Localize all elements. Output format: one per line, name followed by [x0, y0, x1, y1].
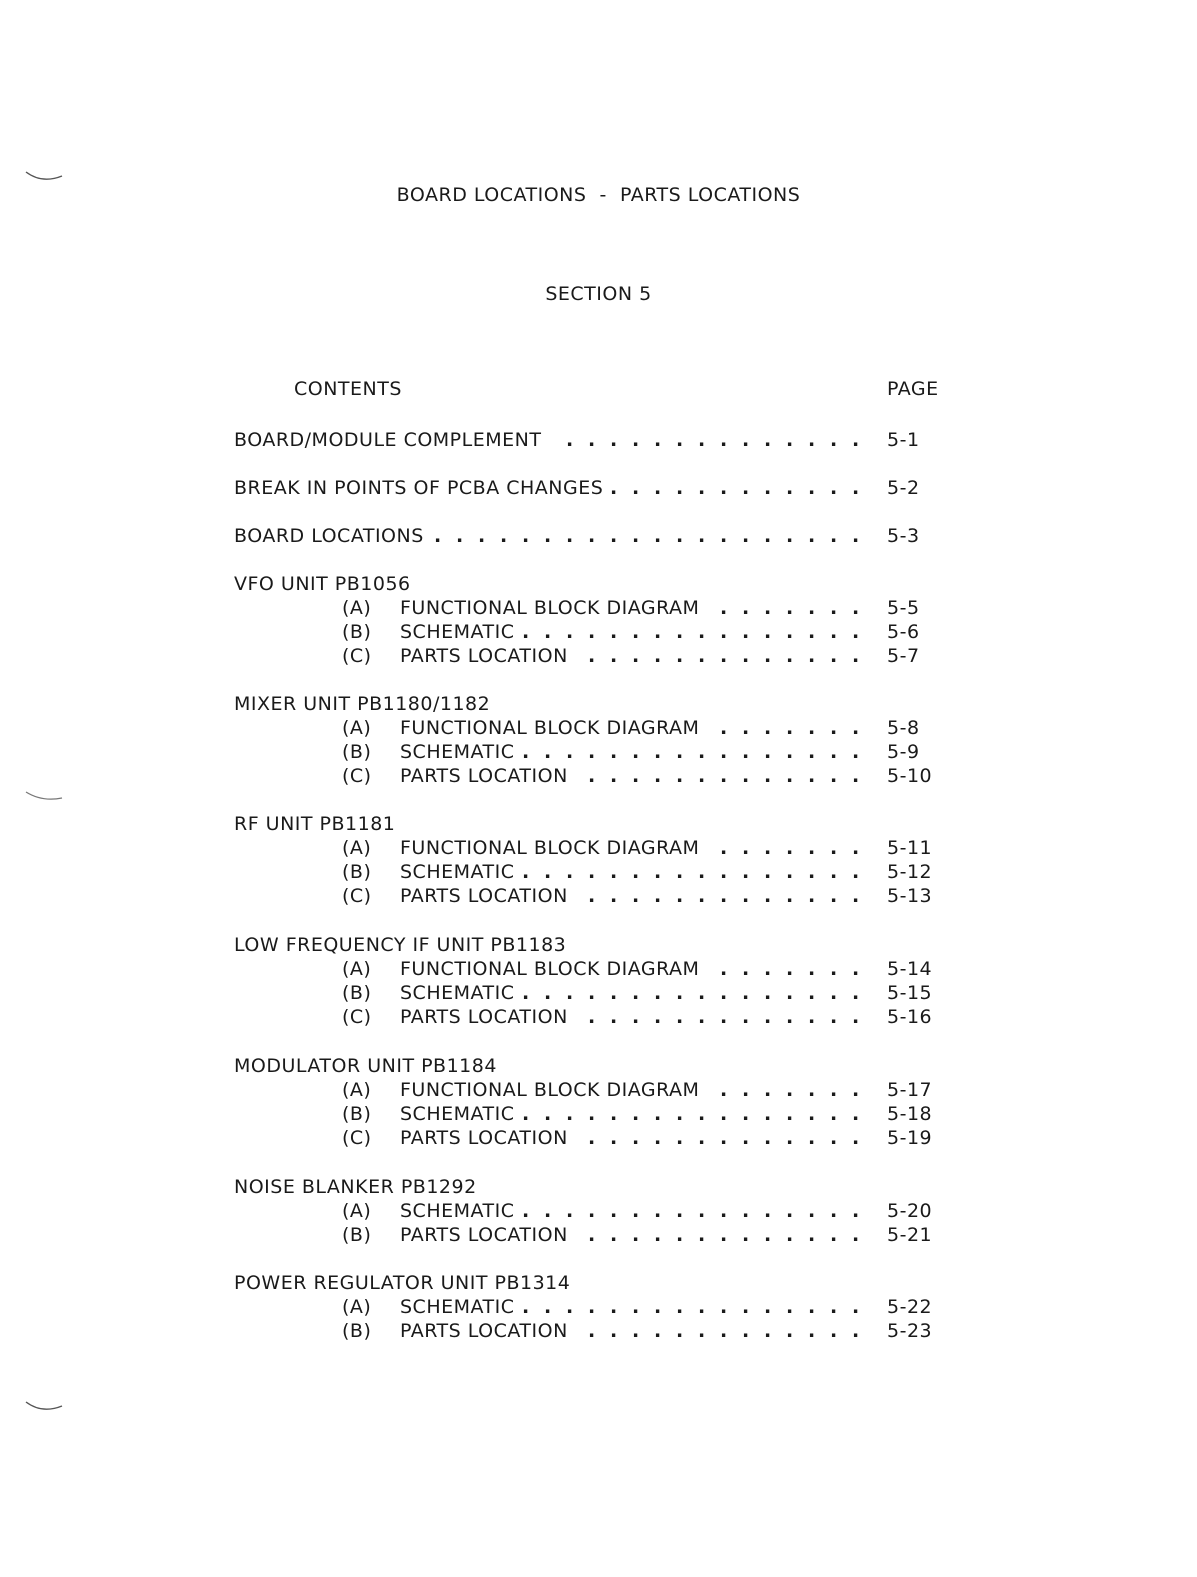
dot-leader: . . . . . . .: [720, 837, 860, 859]
toc-group-title: LOW FREQUENCY IF UNIT PB1183: [234, 934, 567, 956]
toc-entry: [0, 1078, 1197, 1102]
toc-entry-letter: (B): [342, 1320, 372, 1342]
toc-entry: [0, 476, 1197, 500]
toc-entry: [0, 981, 1197, 1005]
dot-leader: . . . . . . .: [720, 717, 860, 739]
dot-leader: . . . . . . . . . . . . . .: [566, 429, 860, 451]
toc-entry-letter: (A): [342, 837, 372, 859]
toc-entry: [0, 957, 1197, 981]
toc-entry-label: PARTS LOCATION: [400, 1127, 568, 1149]
toc-entry-label: BREAK IN POINTS OF PCBA CHANGES: [234, 477, 604, 499]
toc-entry: [0, 1223, 1197, 1247]
dot-leader: . . . . . . . . . . . . .: [588, 1127, 860, 1149]
toc-entry-letter: (A): [342, 1200, 372, 1222]
dot-leader: . . . . . . . . . . . .: [610, 477, 860, 499]
dot-leader: . . . . . . . . . . . . .: [588, 645, 860, 667]
toc-entry-page: 5-22: [887, 1296, 933, 1318]
toc-entry-page: 5-2: [887, 477, 920, 499]
toc-entry: [0, 1295, 1197, 1319]
toc-entry-label: PARTS LOCATION: [400, 1006, 568, 1028]
toc-group-title: RF UNIT PB1181: [234, 813, 396, 835]
toc-entry-label: PARTS LOCATION: [400, 1224, 568, 1246]
toc-entry-label: FUNCTIONAL BLOCK DIAGRAM: [400, 958, 700, 980]
toc-entry-label: FUNCTIONAL BLOCK DIAGRAM: [400, 717, 700, 739]
toc-entry-letter: (C): [342, 765, 372, 787]
toc-entry-label: FUNCTIONAL BLOCK DIAGRAM: [400, 1079, 700, 1101]
toc-entry: [0, 716, 1197, 740]
toc-entry-letter: (B): [342, 982, 372, 1004]
section-title: SECTION 5: [545, 283, 652, 305]
dot-leader: . . . . . . . . . . . . .: [588, 1224, 860, 1246]
toc-entry: [0, 644, 1197, 668]
dot-leader: . . . . . . . . . . . . .: [588, 765, 860, 787]
dot-leader: . . . . . . .: [720, 1079, 860, 1101]
toc-entry-letter: (C): [342, 1127, 372, 1149]
toc-entry-letter: (B): [342, 861, 372, 883]
toc-entry-letter: (C): [342, 1006, 372, 1028]
toc-entry-label: SCHEMATIC: [400, 1296, 515, 1318]
toc-entry: [0, 1005, 1197, 1029]
toc-entry: [0, 884, 1197, 908]
toc-entry-page: 5-5: [887, 597, 920, 619]
toc-entry-letter: (A): [342, 1296, 372, 1318]
toc-entry-page: 5-1: [887, 429, 920, 451]
page-title: BOARD LOCATIONS - PARTS LOCATIONS: [396, 184, 801, 206]
toc-entry-page: 5-14: [887, 958, 933, 980]
toc-entry: [0, 1126, 1197, 1150]
toc-entry-page: 5-8: [887, 717, 920, 739]
toc-entry: [0, 1199, 1197, 1223]
dot-leader: . . . . . . . . . . . . . . . .: [522, 1103, 860, 1125]
toc-entry-letter: (C): [342, 885, 372, 907]
toc-entry: [0, 1319, 1197, 1343]
toc-entry: [0, 740, 1197, 764]
toc-entry-label: PARTS LOCATION: [400, 645, 568, 667]
dot-leader: . . . . . . . . . . . . . . . .: [522, 621, 860, 643]
toc-entry-letter: (A): [342, 1079, 372, 1101]
toc-entry-page: 5-23: [887, 1320, 933, 1342]
toc-entry-label: SCHEMATIC: [400, 1103, 515, 1125]
toc-entry-label: FUNCTIONAL BLOCK DIAGRAM: [400, 837, 700, 859]
toc-entry-letter: (C): [342, 645, 372, 667]
toc-group-title: POWER REGULATOR UNIT PB1314: [234, 1272, 571, 1294]
toc-entry: [0, 620, 1197, 644]
toc-entry-letter: (B): [342, 741, 372, 763]
toc-entry-page: 5-13: [887, 885, 933, 907]
toc-entry-label: SCHEMATIC: [400, 982, 515, 1004]
dot-leader: . . . . . . .: [720, 597, 860, 619]
dot-leader: . . . . . . . . . . . . . . . . . . . .: [434, 525, 860, 547]
toc-entry-page: 5-7: [887, 645, 920, 667]
toc-entry-page: 5-21: [887, 1224, 933, 1246]
toc-entry-page: 5-3: [887, 525, 920, 547]
toc-entry-page: 5-12: [887, 861, 933, 883]
toc-entry: [0, 524, 1197, 548]
toc-entry-page: 5-6: [887, 621, 920, 643]
dot-leader: . . . . . . . . . . . . . . . .: [522, 1200, 860, 1222]
dot-leader: . . . . . . . . . . . . .: [588, 885, 860, 907]
toc-entry: [0, 836, 1197, 860]
toc-entry-page: 5-17: [887, 1079, 933, 1101]
toc-entry-letter: (A): [342, 597, 372, 619]
toc-group-title: MIXER UNIT PB1180/1182: [234, 693, 491, 715]
toc-entry-letter: (A): [342, 958, 372, 980]
toc-entry-page: 5-9: [887, 741, 920, 763]
toc-entry-page: 5-11: [887, 837, 933, 859]
toc-group-title: MODULATOR UNIT PB1184: [234, 1055, 497, 1077]
toc-entry-page: 5-20: [887, 1200, 933, 1222]
binding-mark-icon: [24, 790, 64, 804]
toc-entry-label: FUNCTIONAL BLOCK DIAGRAM: [400, 597, 700, 619]
toc-entry: [0, 764, 1197, 788]
toc-entry-page: 5-10: [887, 765, 933, 787]
toc-entry-label: BOARD LOCATIONS: [234, 525, 424, 547]
toc-entry-label: SCHEMATIC: [400, 621, 515, 643]
dot-leader: . . . . . . . . . . . . . . . .: [522, 1296, 860, 1318]
dot-leader: . . . . . . . . . . . . .: [588, 1320, 860, 1342]
toc-entry-label: SCHEMATIC: [400, 861, 515, 883]
toc-entry-label: PARTS LOCATION: [400, 885, 568, 907]
toc-entry-label: SCHEMATIC: [400, 1200, 515, 1222]
toc-entry: [0, 428, 1197, 452]
toc-entry-label: PARTS LOCATION: [400, 765, 568, 787]
toc-group-title: NOISE BLANKER PB1292: [234, 1176, 477, 1198]
dot-leader: . . . . . . . . . . . . . . . .: [522, 861, 860, 883]
toc-entry-label: BOARD/MODULE COMPLEMENT: [234, 429, 542, 451]
dot-leader: . . . . . . . . . . . . . . . .: [522, 982, 860, 1004]
toc-entry-label: PARTS LOCATION: [400, 1320, 568, 1342]
toc-entry: [0, 1102, 1197, 1126]
toc-entry-page: 5-18: [887, 1103, 933, 1125]
toc-group-title: VFO UNIT PB1056: [234, 573, 411, 595]
toc-entry-page: 5-19: [887, 1127, 933, 1149]
dot-leader: . . . . . . . . . . . . .: [588, 1006, 860, 1028]
dot-leader: . . . . . . . . . . . . . . . .: [522, 741, 860, 763]
toc-entry-letter: (B): [342, 1224, 372, 1246]
toc-entry-letter: (B): [342, 621, 372, 643]
toc-entry: [0, 596, 1197, 620]
toc-entry-label: SCHEMATIC: [400, 741, 515, 763]
binding-mark-icon: [24, 170, 64, 184]
page-column-header: PAGE: [887, 378, 939, 400]
toc-entry-letter: (A): [342, 717, 372, 739]
contents-column-header: CONTENTS: [294, 378, 402, 400]
toc-entry-page: 5-16: [887, 1006, 933, 1028]
toc-entry-page: 5-15: [887, 982, 933, 1004]
dot-leader: . . . . . . .: [720, 958, 860, 980]
binding-mark-icon: [24, 1400, 64, 1414]
toc-entry: [0, 860, 1197, 884]
toc-entry-letter: (B): [342, 1103, 372, 1125]
